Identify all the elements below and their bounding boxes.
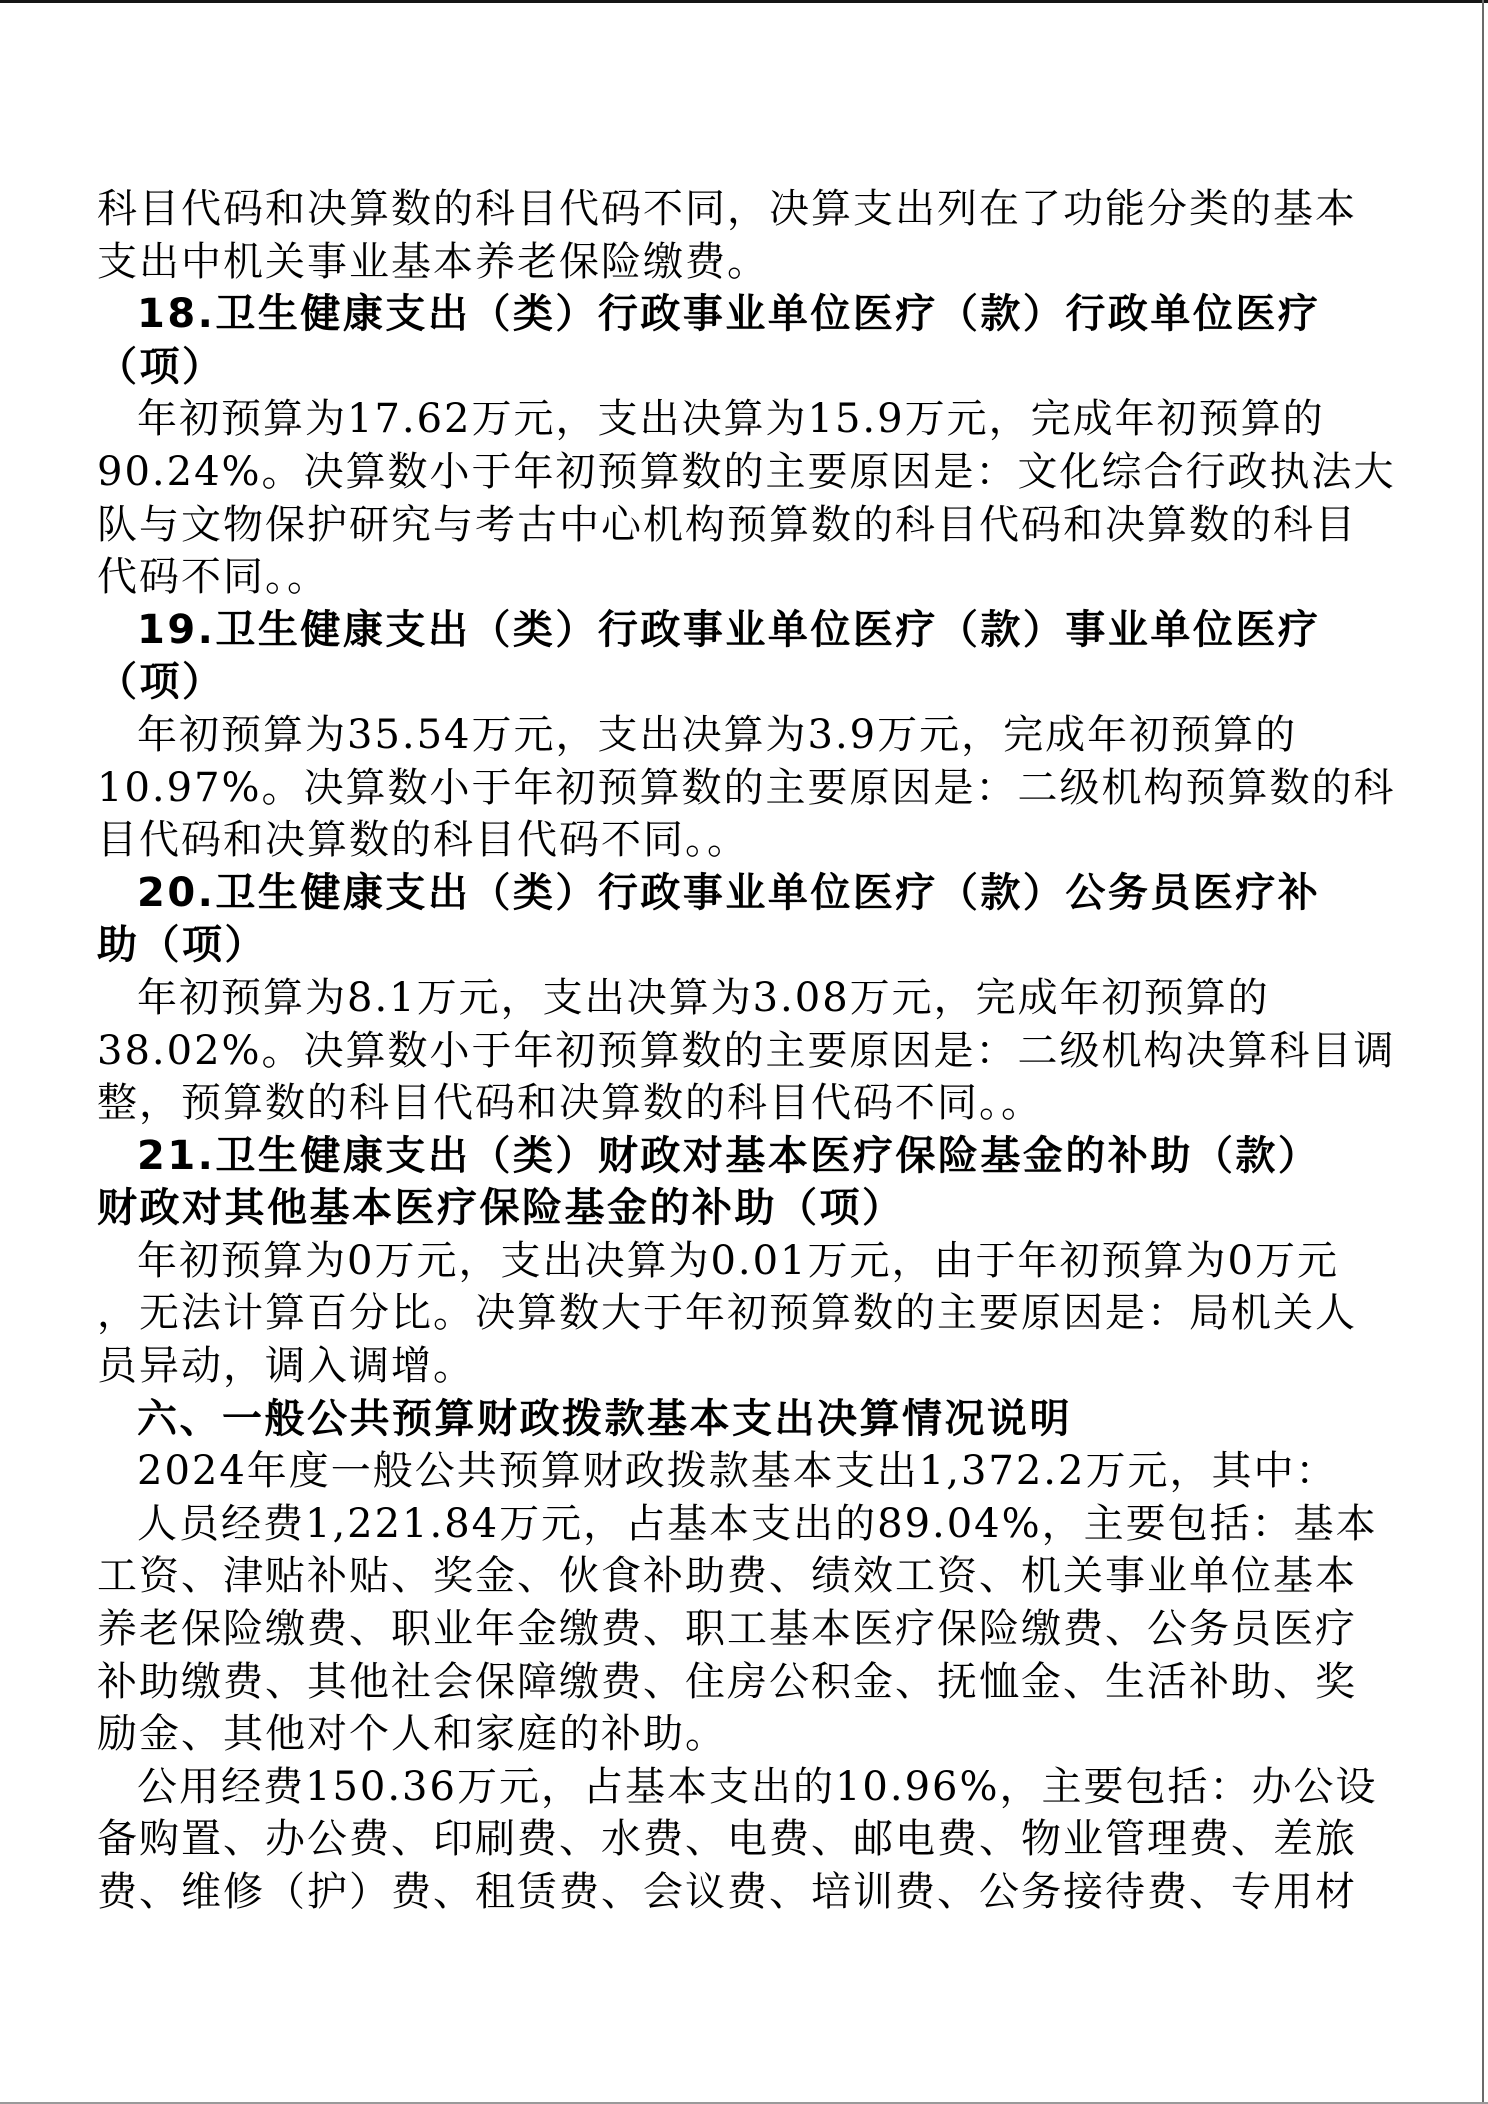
text-line: 目代码和决算数的科目代码不同。。 (97, 817, 749, 864)
text-line: ，无法计算百分比。决算数大于年初预算数的主要原因是：局机关人 (97, 1290, 1357, 1337)
text-line: （项） (97, 343, 225, 390)
text-line: 助（项） (97, 922, 267, 969)
scan-edge-right (1482, 0, 1484, 2104)
text-line: 补助缴费、其他社会保障缴费、住房公积金、抚恤金、生活补助、奖 (97, 1658, 1357, 1705)
text-line: 养老保险缴费、职业年金缴费、职工基本医疗保险缴费、公务员医疗 (97, 1606, 1357, 1653)
text-line: 代码不同。。 (97, 554, 329, 601)
text-line: 年初预算为17.62万元，支出决算为15.9万元，完成年初预算的 (137, 396, 1325, 443)
body-paragraph (97, 183, 1393, 288)
text-line: 38.02%。决算数小于年初预算数的主要原因是：二级机构决算科目调 (97, 1027, 1396, 1074)
body-paragraph (97, 1498, 1393, 1761)
body-paragraph (97, 1761, 1393, 1919)
text-line: 支出中机关事业基本养老保险缴费。 (97, 238, 769, 285)
text-line: 10.97%。决算数小于年初预算数的主要原因是：二级机构预算数的科 (97, 764, 1396, 811)
text-line: 21.卫生健康支出（类）财政对基本医疗保险基金的补助（款） (137, 1132, 1321, 1179)
text-line: 18.卫生健康支出（类）行政事业单位医疗（款）行政单位医疗 (137, 291, 1321, 338)
text-line: 19.卫生健康支出（类）行政事业单位医疗（款）事业单位医疗 (137, 606, 1321, 653)
body-paragraph (97, 393, 1396, 603)
text-line: 90.24%。决算数小于年初预算数的主要原因是：文化综合行政执法大 (97, 448, 1396, 495)
text-line: 六、一般公共预算财政拨款基本支出决算情况说明 (137, 1395, 1072, 1442)
document-content (97, 183, 1396, 1919)
text-line: 科目代码和决算数的科目代码不同，决算支出列在了功能分类的基本 (97, 186, 1357, 232)
text-line: 员异动，调入调增。 (97, 1343, 475, 1390)
text-line: 2024年度一般公共预算财政拨款基本支出1,372.2万元，其中： (137, 1448, 1338, 1495)
body-paragraph (97, 1445, 1393, 1498)
heading-paragraph (97, 867, 1393, 972)
text-line: 备购置、办公费、印刷费、水费、电费、邮电费、物业管理费、差旅 (97, 1816, 1357, 1863)
text-line: 年初预算为0万元，支出决算为0.01万元，由于年初预算为0万元 (137, 1237, 1339, 1284)
text-line: 整，预算数的科目代码和决算数的科目代码不同。。 (97, 1080, 1043, 1127)
body-paragraph (97, 709, 1396, 867)
body-paragraph (97, 972, 1396, 1130)
heading-paragraph (97, 604, 1393, 709)
scan-edge-top (0, 0, 1488, 3)
heading-paragraph (97, 1130, 1393, 1235)
text-line: （项） (97, 659, 225, 706)
text-line: 财政对其他基本医疗保险基金的补助（项） (97, 1185, 905, 1232)
heading-paragraph (97, 288, 1393, 393)
text-line: 20.卫生健康支出（类）行政事业单位医疗（款）公务员医疗补 (137, 869, 1321, 916)
text-line: 励金、其他对个人和家庭的补助。 (97, 1711, 727, 1758)
text-line: 年初预算为35.54万元，支出决算为3.9万元，完成年初预算的 (137, 711, 1298, 758)
text-line: 队与文物保护研究与考古中心机构预算数的科目代码和决算数的科目 (97, 501, 1357, 548)
body-paragraph (97, 1235, 1393, 1393)
text-line: 费、维修（护）费、租赁费、会议费、培训费、公务接待费、专用材 (97, 1869, 1357, 1915)
text-line: 年初预算为8.1万元，支出决算为3.08万元，完成年初预算的 (137, 974, 1270, 1021)
text-line: 工资、津贴补贴、奖金、伙食补助费、绩效工资、机关事业单位基本 (97, 1553, 1357, 1600)
heading-paragraph (97, 1393, 1393, 1446)
text-line: 公用经费150.36万元，占基本支出的10.96%，主要包括：办公设 (137, 1763, 1378, 1810)
text-line: 人员经费1,221.84万元，占基本支出的89.04%，主要包括：基本 (137, 1500, 1378, 1547)
